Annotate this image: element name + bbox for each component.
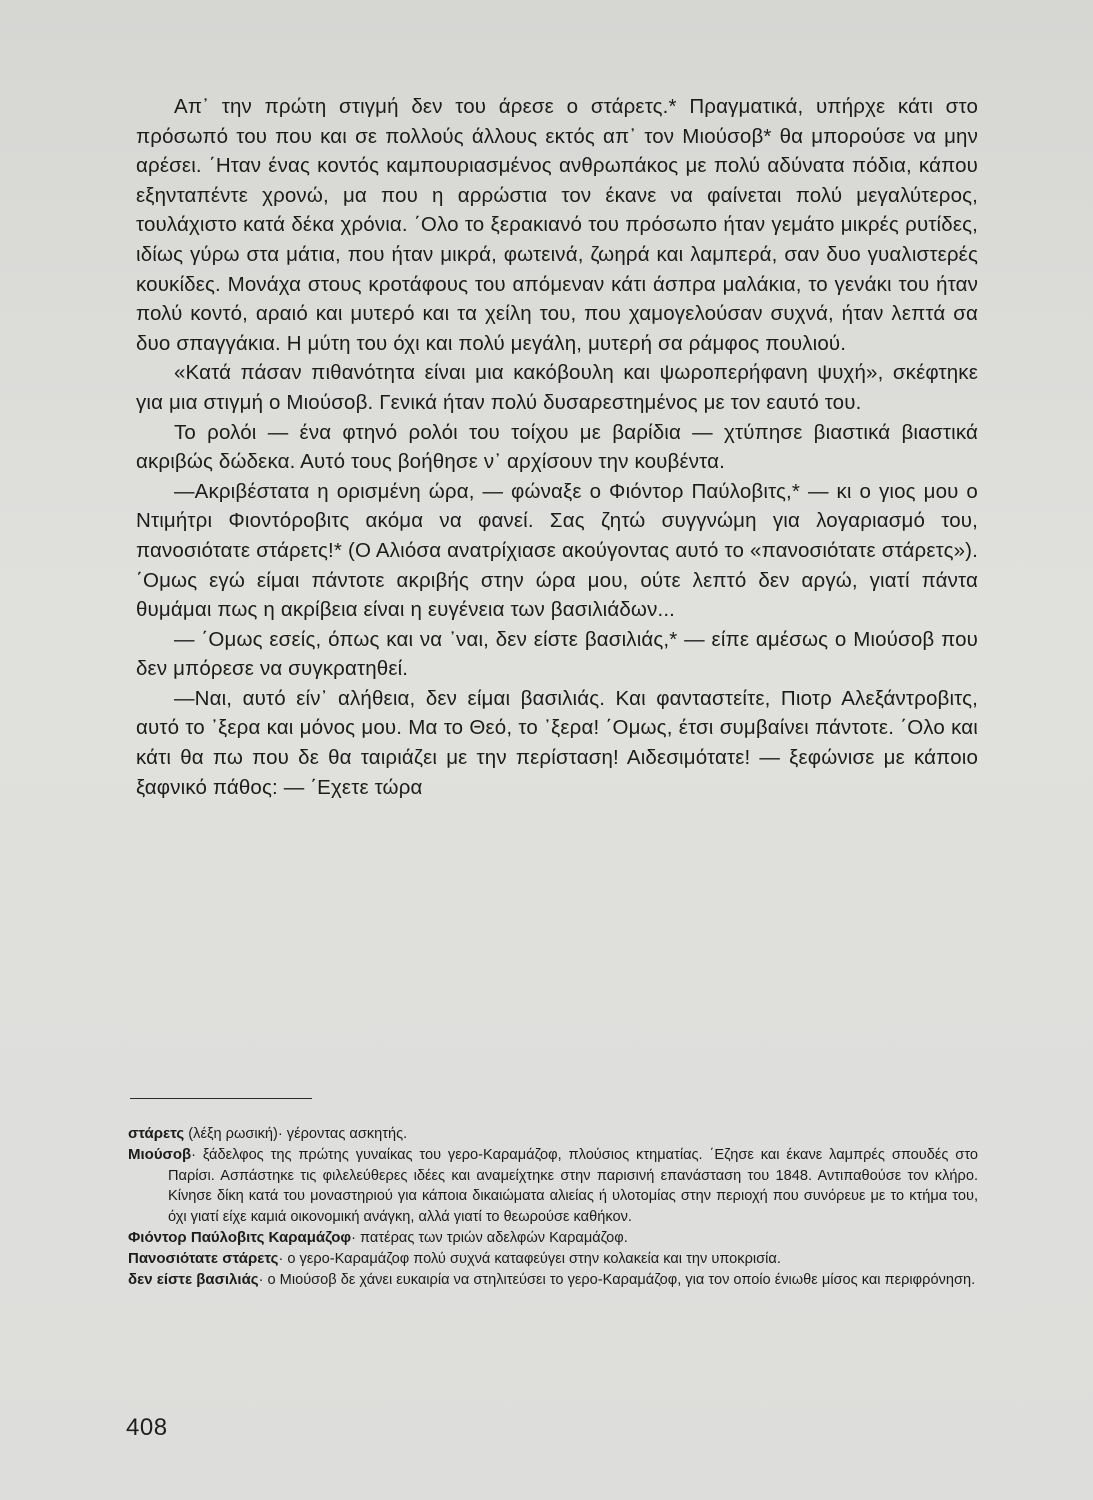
footnote-text: · πατέρας των τριών αδελφών Καραμάζοφ. <box>351 1229 628 1246</box>
footnote-text: (λέξη ρωσική)· γέροντας ασκητής. <box>184 1126 408 1142</box>
paragraph: — ΄Ομως εσείς, όπως και να ᾿ναι, δεν είστε βασιλιάς,* — είπε αμέσως ο Μιούσοβ που δεν μπόρεσε να συγκρατηθεί. <box>136 627 978 681</box>
footnote <box>128 1124 978 1145</box>
footnote <box>128 1249 978 1270</box>
footnote-divider <box>130 1098 312 1099</box>
footnote-term: Μιούσοβ <box>128 1145 192 1163</box>
footnotes <box>128 1124 978 1290</box>
page-number: 408 <box>126 1414 168 1441</box>
footnote <box>128 1145 978 1228</box>
footnote <box>128 1270 978 1291</box>
footnote-text: · ο γερο-Καραμάζοφ πολύ συχνά καταφεύγει στην κολακεία και την υποκρισία. <box>278 1250 781 1267</box>
paragraph: Το ρολόι — ένα φτηνό ρολόι του τοίχου με βαρίδια — χτύπησε βιαστικά βιαστικά ακριβώς δώδεκα. Αυτό τους βοήθησε ν᾿ αρχίσουν την κουβέντα. <box>136 420 978 474</box>
paragraph: «Κατά πάσαν πιθανότητα είναι μια κακόβουλη και ψωροπερήφανη ψυχή», σκέφτηκε για μια στιγμή ο Μιούσοβ. Γενικά ήταν πολύ δυσαρεστημένος με τον εαυτό του. <box>136 361 978 414</box>
paragraph: —Ναι, αυτό είν᾿ αλήθεια, δεν είμαι βασιλιάς. Και φανταστείτε, Πιοτρ Αλεξάντροβιτς, αυτό το ᾿ξερα και μόνος μου. Μα το Θεό, το ᾿ξερα! ΄Ομως, έτσι συμβαίνει πάντοτε. ΄Ολο και κάτι θα πω που δε θα ταιριάζει με την περίσταση! Αιδεσιμότατε! — ξεφώνισε με κάποιο ξαφνικό πάθος: — ΄Εχετε τώρα <box>136 686 978 799</box>
footnote-term: Φιόντορ Παύλοβιτς Καραμάζοφ <box>128 1228 352 1246</box>
paragraph: Απ᾿ την πρώτη στιγμή δεν του άρεσε ο στάρετς.* Πραγματικά, υπήρχε κάτι στο πρόσωπό του που και σε πολλούς άλλους εκτός απ᾿ τον Μιούσοβ* θα μπορούσε να μην αρέσει. ΄Ηταν ένας κοντός καμπουριασμένος ανθρωπάκος με πολύ αδύνατα πόδια, κάπου εξηνταπέντε χρονώ, μα που η αρρώστια τον έκανε να φαίνεται πολύ μεγαλύτερος, τουλάχιστο κατά δέκα χρόνια. ΄Ολο το ξερακιανό του πρόσωπο ήταν γεμάτο μικρές ρυτίδες, ιδίως γύρω στα μάτια, που ήταν μικρά, φωτεινά, ζωηρά και λαμπερά, σαν δυο γυαλιστερές κουκίδες. Μονάχα στους κροτάφους του απόμεναν κάτι άσπρα μαλάκια, το γενάκι του ήταν πολύ κοντό, αραιό και μυτερό και τα χείλη του, που χαμογελούσαν συχνά, ήταν λεπτά σα δυο σπαγγάκια. Η μύτη του όχι και πολύ μεγάλη, μυτερή σα ράμφος πουλιού. <box>136 95 978 355</box>
footnote-text: · ο Μιούσοβ δε χάνει ευκαιρία να στηλιτεύσει το γερο-Καραμάζοφ, για τον οποίο ένιωθε μίσος και περιφρόνηση. <box>258 1271 976 1288</box>
footnote-term: δεν είστε βασιλιάς <box>128 1270 259 1288</box>
footnote-term: στάρετς <box>128 1125 185 1142</box>
footnote-text: · ξάδελφος της πρώτης γυναίκας του γερο-Καραμάζοφ, πλούσιος κτηματίας. ΄Εζησε και έκανε λαμπρές σπουδές στο Παρίσι. Ασπάστηκε τις φιλελεύθερες ιδέες και αναμείχτηκε στην παρισινή επανάσταση του 1848. Αντιπαθούσε τον κλήρο. Κίνησε δίκη κατά του μοναστηριού για κάποια δικαιώματα αλιείας ή υλοτομίας στην περιοχή που συνόρευε με το κτήμα του, όχι γιατί είχε καμιά οικονομική ανάγκη, αλλά γιατί το θεωρούσε καθήκον. <box>168 1146 978 1226</box>
footnote <box>128 1228 978 1249</box>
footnote-term: Πανοσιότατε στάρετς <box>128 1249 279 1267</box>
main-text <box>136 92 978 802</box>
paragraph: —Ακριβέστατα η ορισμένη ώρα, — φώναξε ο Φιόντορ Παύλοβιτς,* — κι ο γιος μου ο Ντιμήτρι Φιοντόροβιτς ακόμα να φανεί. Σας ζητώ συγγνώμη για λογαριασμό του, πανοσιότατε στάρετς!* (Ο Αλιόσα ανατρίχιασε ακούγοντας αυτό το «πανοσιότατε στάρετς»). ΄Ομως εγώ είμαι πάντοτε ακριβής στην ώρα μου, ούτε λεπτό δεν αργώ, γιατί πάντα θυμάμαι πως η ακρίβεια είναι η ευγένεια των βασιλιάδων... <box>136 479 978 622</box>
